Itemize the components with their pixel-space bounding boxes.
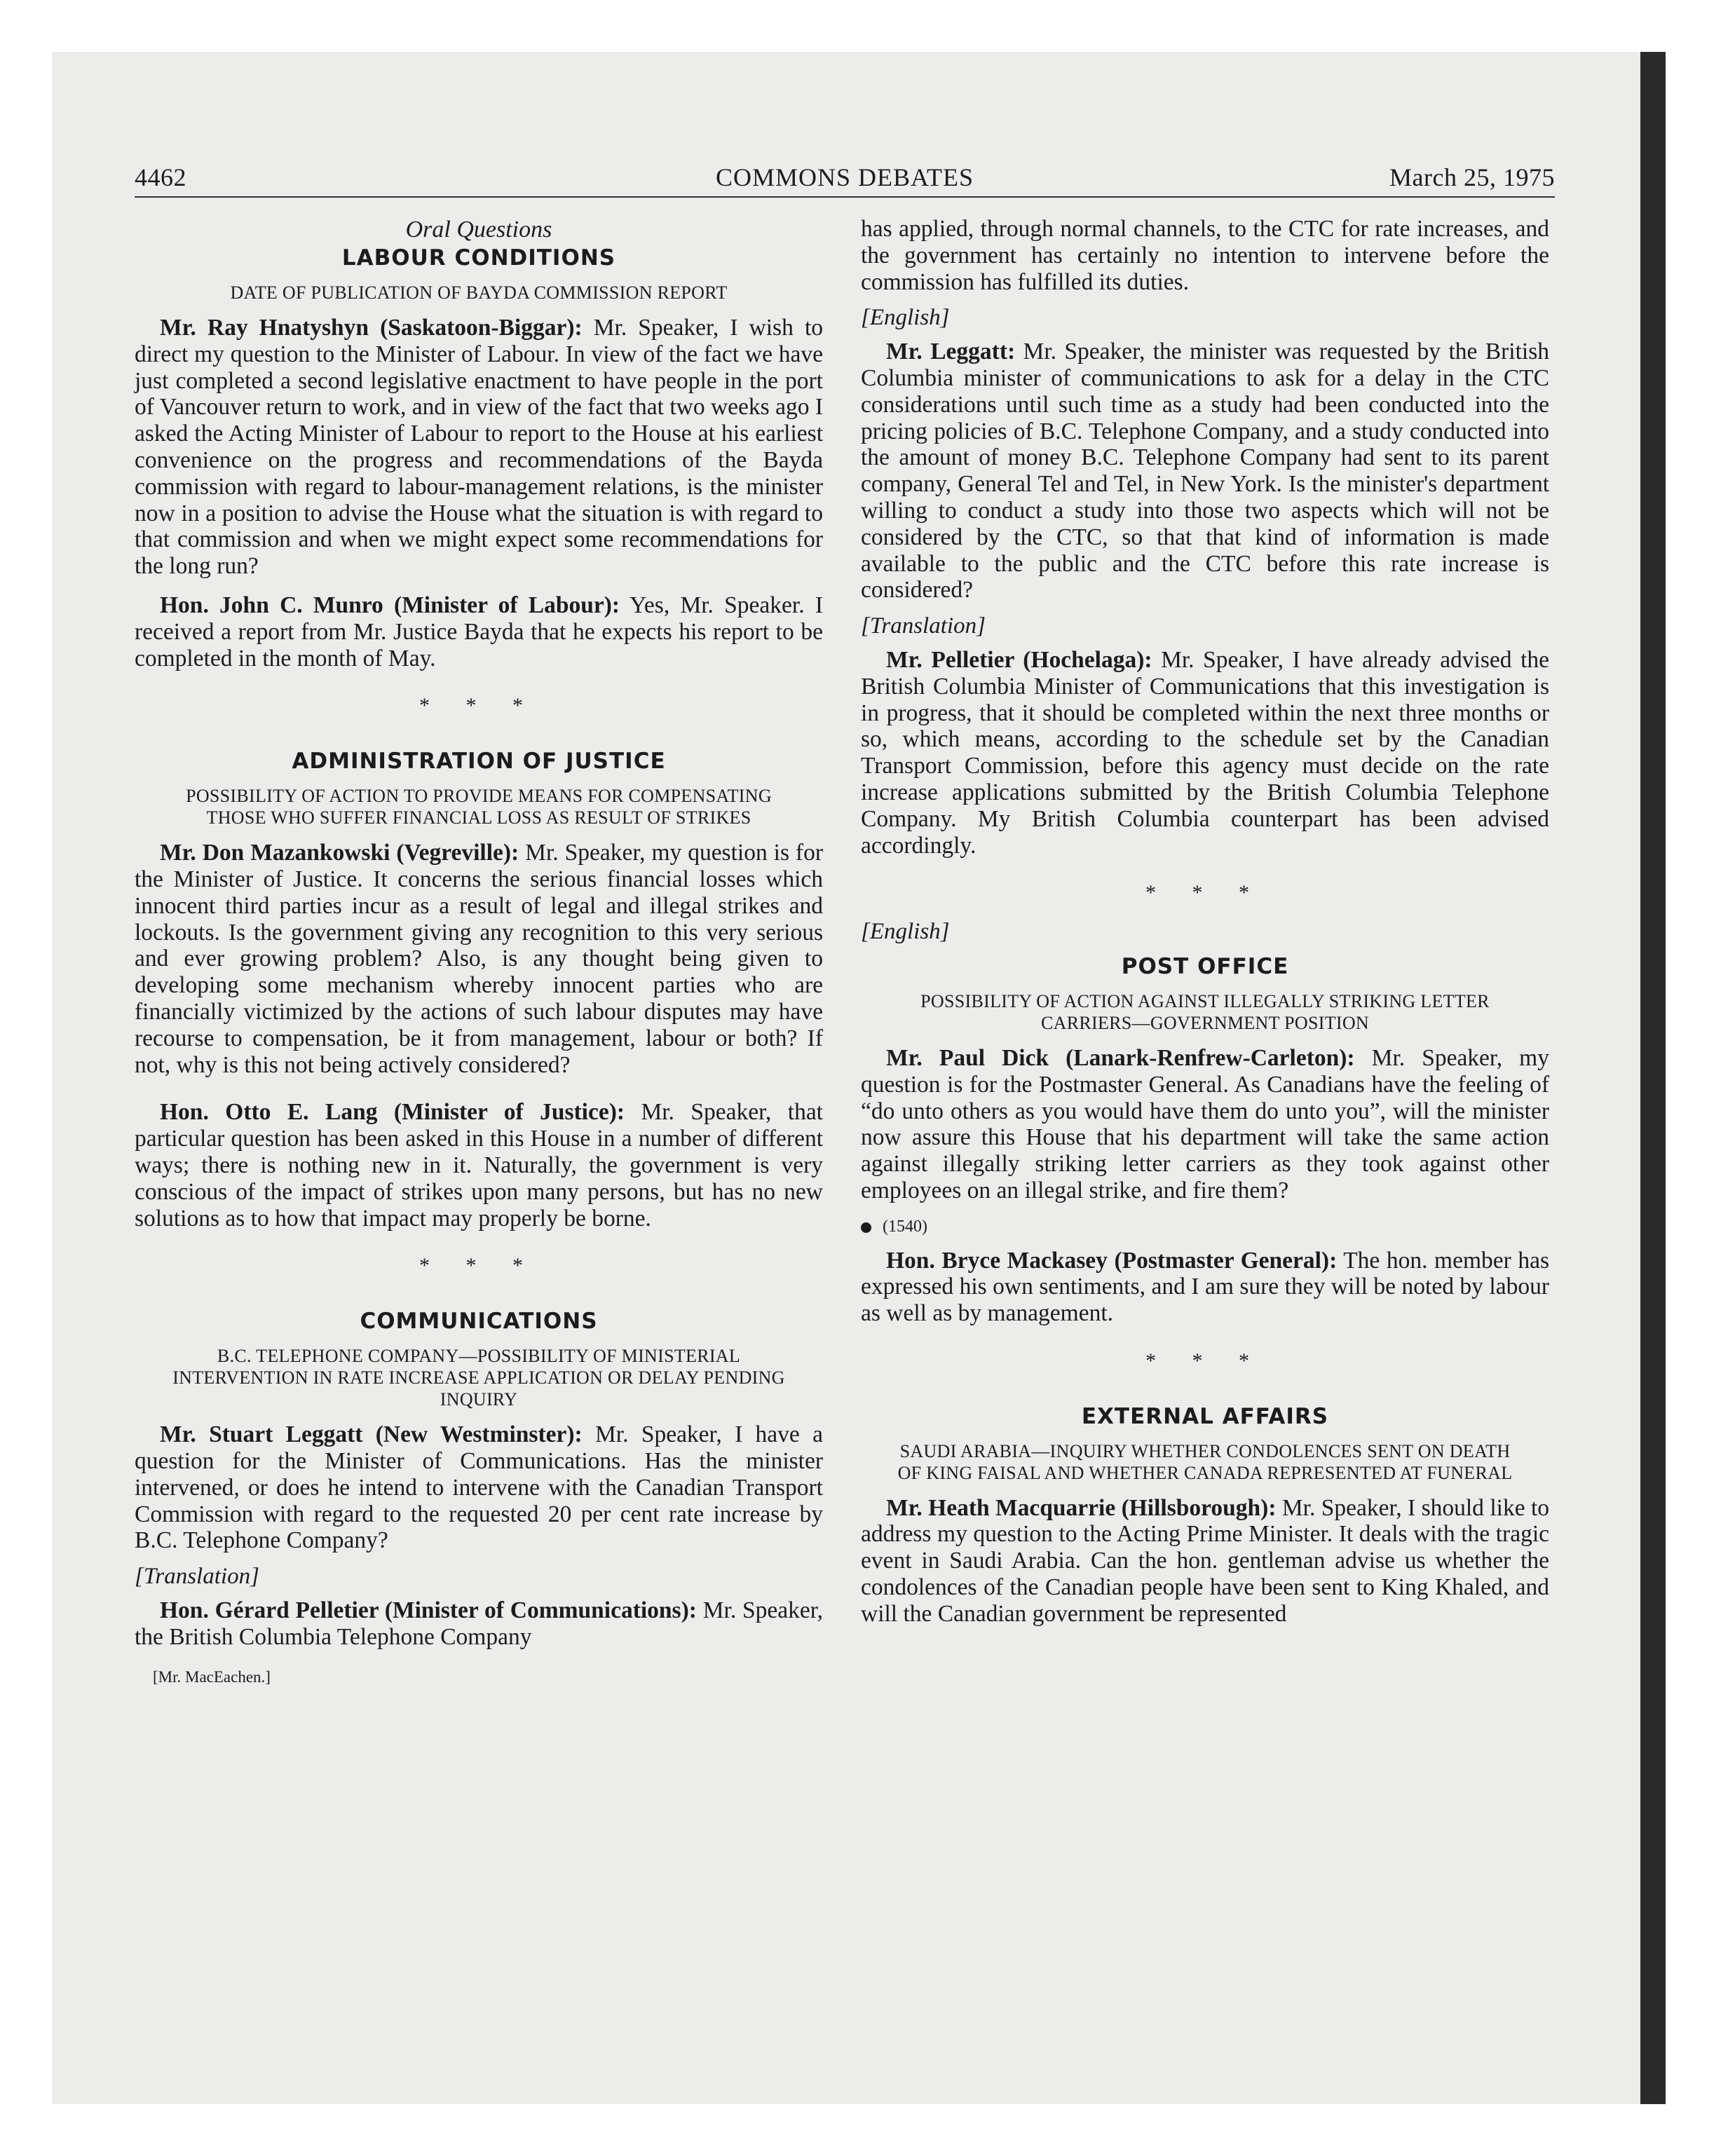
speech-text: Yes, Mr. Speaker. I received a report from Mr. Justice Bayda that he expects his report to be completed in the month of May. (135, 592, 823, 671)
speech-paragraph (861, 647, 1549, 859)
heading-external-affairs: EXTERNAL AFFAIRS (1081, 1403, 1329, 1429)
speech-paragraph (861, 1248, 1549, 1327)
section-label: Oral Questions (405, 217, 552, 243)
speech-paragraph (135, 592, 823, 671)
section-divider: * * * (1145, 881, 1265, 905)
speech-text: The hon. member has expressed his own sentiments, and I am sure they will be noted by labour as well as by management. (861, 1247, 1549, 1327)
speech-text: Mr. Speaker, the minister was requested by the British Columbia minister of communications to ask for a delay in the CTC considerations until such time as a study had been conducted into the pricing policies of B.C. Telephone Company, and a study conducted into the amount of money B.C. Telephone Company had sent to its parent company, General Tel and Tel, in New York. Is the minister's department willing to conduct a study into those two aspects which will not be considered by the CTC, so that that kind of information is made available to the public and the CTC before this rate increase is considered? (861, 339, 1549, 603)
speech-text: Mr. Speaker, I have already advised the British Columbia Minister of Communications that this investigation is in progress, that it should be completed within the next three months or so, which means, according to the schedule set by the Canadian Transport Commission, before this agency must decide on the rate increase applications submitted by the British Columbia Telephone Company. My British Columbia counterpart has been advised accordingly. (861, 646, 1549, 859)
speech-paragraph (135, 1597, 823, 1651)
speaker-name: Mr. Ray Hnatyshyn (Saskatoon-Biggar): (160, 315, 583, 341)
binding-edge (1640, 52, 1666, 2104)
speech-paragraph (135, 1099, 823, 1231)
language-marker: [Translation] (861, 613, 986, 639)
language-marker: [English] (861, 305, 950, 331)
page-date: March 25, 1975 (1389, 163, 1555, 191)
timestamp-text: (1540) (883, 1217, 927, 1236)
language-marker: [English] (861, 919, 950, 945)
continued-paragraph: has applied, through normal channels, to the CTC for rate increases, and the government has certainly no intention to intervene before the commission has fulfilled its duties. (861, 216, 1549, 295)
speaker-name: Mr. Paul Dick (Lanark-Renfrew-Carleton): (886, 1044, 1355, 1071)
timestamp (861, 1214, 1549, 1241)
section-divider: * * * (1145, 1349, 1265, 1372)
speaker-name: Hon. Bryce Mackasey (Postmaster General): (886, 1247, 1338, 1274)
heading-administration-of-justice: ADMINISTRATION OF JUSTICE (292, 749, 666, 775)
speaker-name: Hon. Gérard Pelletier (Minister of Communications): (160, 1597, 697, 1623)
speech-paragraph (135, 315, 823, 580)
section-divider: * * * (419, 694, 538, 718)
right-column (861, 216, 1549, 1628)
page-header (135, 163, 1555, 195)
speaker-name: Mr. Stuart Leggatt (New Westminster): (160, 1421, 583, 1448)
speaker-name: Mr. Don Mazankowski (Vegreville): (160, 840, 519, 866)
subheading-letter-carriers: POSSIBILITY OF ACTION AGAINST ILLEGALLY STRIKING LETTER CARRIERS—GOVERNMENT POSITION (920, 990, 1490, 1033)
speech-text: Mr. Speaker, my question is for the Minister of Justice. It concerns the serious financial losses which innocent third parties incur as a result of legal and illegal strikes and lockouts. Is the government giving any recognition to this very serious and ever growing problem? Also, is any thought being given to developing some mechanism whereby innocent parties who are financially victimized by the actions of such labour disputes may have recourse to compensation, be it from management, labour or both? If not, why is this not being actively considered? (135, 840, 823, 1078)
speech-paragraph (861, 1045, 1549, 1204)
heading-labour-conditions: LABOUR CONDITIONS (341, 245, 616, 271)
subheading-bc-telephone: B.C. TELEPHONE COMPANY—POSSIBILITY OF MINISTERIAL INTERVENTION IN RATE INCREASE APPLICATION OR DELAY PENDING INQUIRY (172, 1346, 785, 1410)
subheading-bayda-report: DATE OF PUBLICATION OF BAYDA COMMISSION REPORT (230, 282, 728, 303)
speech-text: Mr. Speaker, I have a question for the Minister of Communications. Has the minister intervened, or does he intend to intervene with the Canadian Transport Commission with regard to the requested 20 per cent rate increase by B.C. Telephone Company? (135, 1421, 823, 1554)
speaker-name: Mr. Leggatt: (886, 339, 1016, 365)
speech-paragraph (135, 1421, 823, 1554)
page-number: 4462 (135, 163, 186, 191)
speech-paragraph (861, 339, 1549, 603)
speech-text: Mr. Speaker, the British Columbia Telephone Company (135, 1597, 823, 1650)
speech-text: Mr. Speaker, that particular question has been asked in this House in a number of different ways; there is nothing new in it. Naturally, the government is very conscious of the impact of strikes upon many persons, but has no new solutions as to how that impact may properly be borne. (135, 1099, 823, 1231)
publication-title: COMMONS DEBATES (715, 163, 974, 191)
header-rule (135, 196, 1555, 198)
left-column (135, 216, 823, 1691)
speaker-name: Hon. Otto E. Lang (Minister of Justice): (160, 1099, 625, 1126)
speaker-name: Hon. John C. Munro (Minister of Labour): (160, 592, 620, 618)
section-divider: * * * (419, 1254, 538, 1278)
speech-text: Mr. Speaker, my question is for the Postmaster General. As Canadians have the feeling of “do unto others as you would have them do unto you”, will the minister now assure this House that his department will take the same action against illegally striking letter carriers as they took against other employees on an illegal strike, and fire them? (861, 1044, 1549, 1203)
speaker-name: Mr. Heath Macquarrie (Hillsborough): (886, 1494, 1277, 1521)
footnote: [Mr. MacEachen.] (153, 1668, 271, 1686)
subheading-saudi-arabia: SAUDI ARABIA—INQUIRY WHETHER CONDOLENCES SENT ON DEATH OF KING FAISAL AND WHETHER CANADA REPRESENTED AT FUNERAL (897, 1440, 1513, 1483)
language-marker: [Translation] (135, 1564, 259, 1590)
bullet-icon (861, 1222, 871, 1233)
heading-post-office: POST OFFICE (1121, 953, 1289, 979)
speech-paragraph (135, 840, 823, 1078)
speaker-name: Mr. Pelletier (Hochelaga): (886, 646, 1152, 673)
speech-text: Mr. Speaker, I wish to direct my question to the Minister of Labour. In view of the fact we have just completed a second legislative enactment to have people in the port of Vancouver return to work, and in view of the fact that two weeks ago I asked the Acting Minister of Labour to report to the House at his earliest convenience on the progress and recommendations of the Bayda commission with regard to labour-management relations, is the minister now in a position to advise the House what the situation is with regard to that commission and when we might expect some recommendations for the long run? (135, 315, 823, 580)
speech-paragraph (861, 1495, 1549, 1628)
speech-text: Mr. Speaker, I should like to address my question to the Acting Prime Minister. It deals with the tragic event in Saudi Arabia. Can the hon. gentleman advise us whether the condolences of the Canadian people have been sent to King Khaled, and will the Canadian government be represented (861, 1494, 1550, 1627)
subheading-compensation: POSSIBILITY OF ACTION TO PROVIDE MEANS FOR COMPENSATING THOSE WHO SUFFER FINANCIAL LOSS AS RESULT OF STRIKES (186, 786, 772, 828)
heading-communications: COMMUNICATIONS (360, 1309, 598, 1335)
